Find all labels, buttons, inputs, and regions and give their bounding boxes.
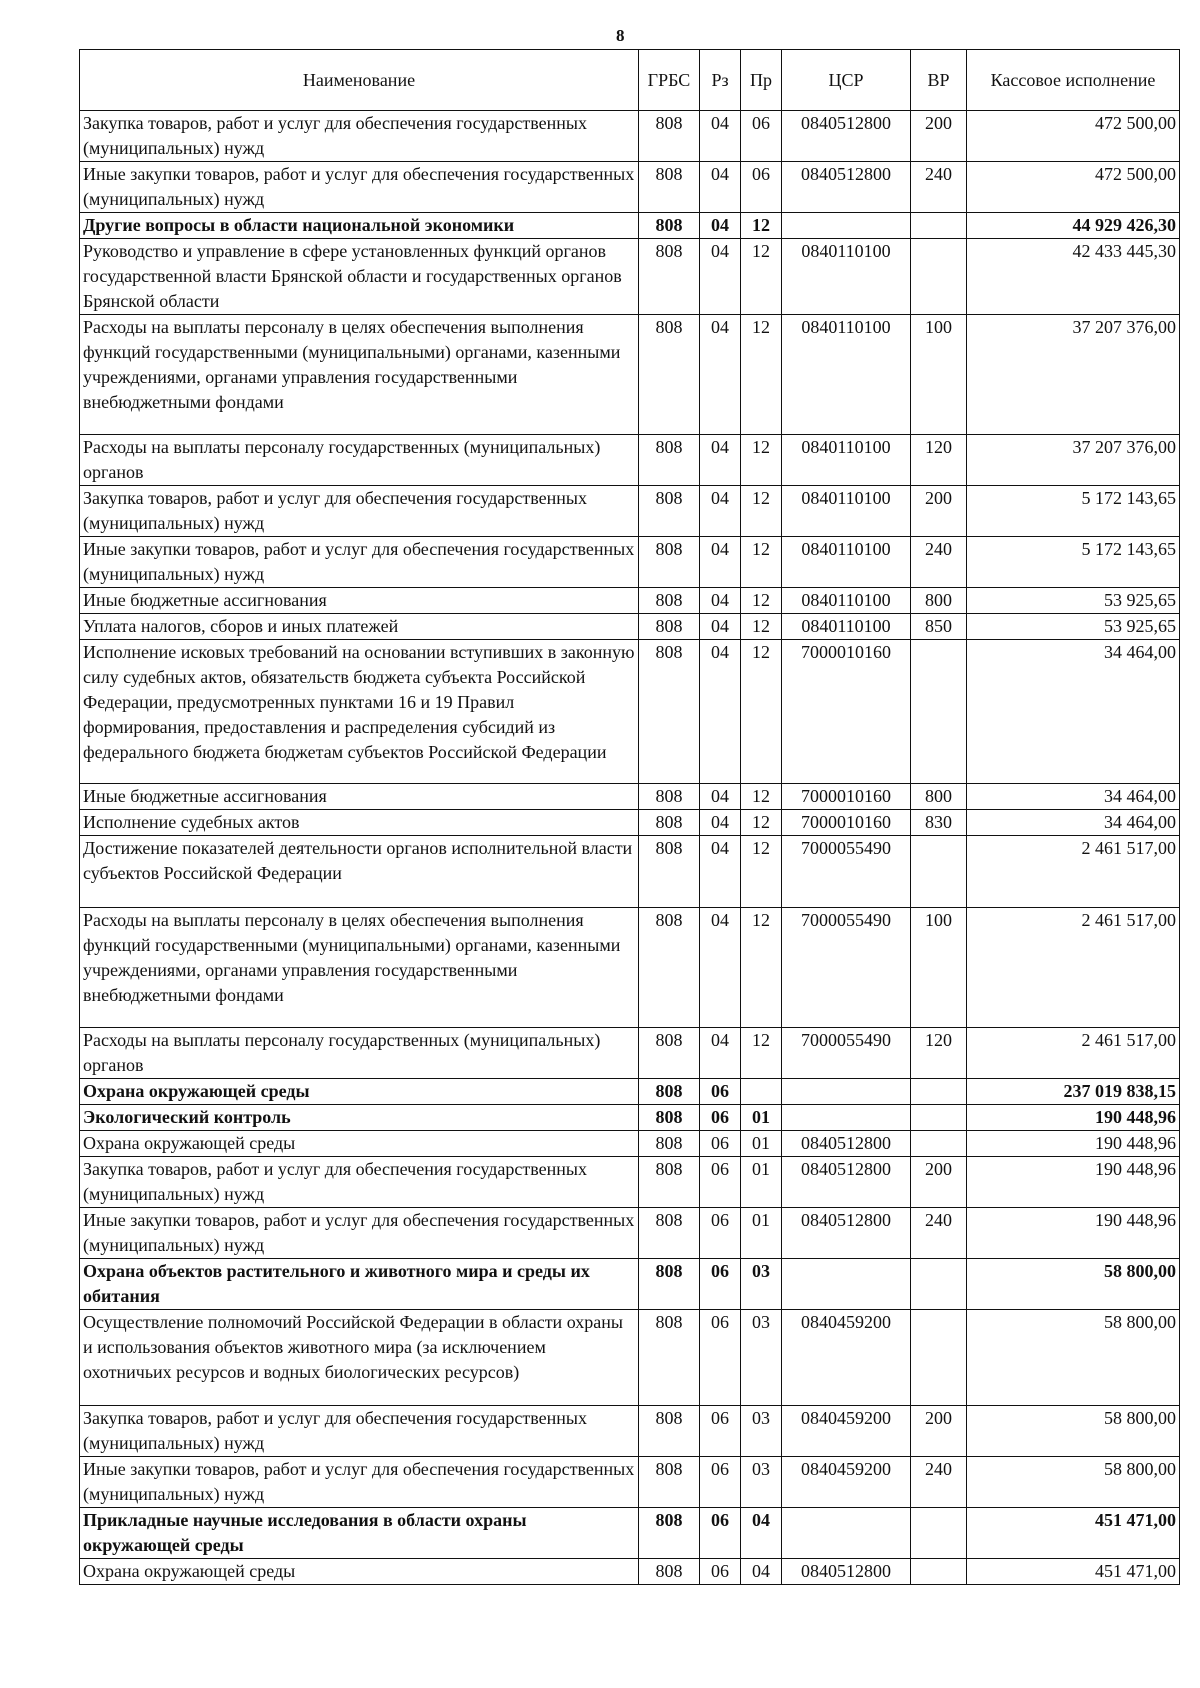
cell-pr: 03 [741,1406,782,1457]
cell-grbs: 808 [639,486,700,537]
cell-grbs: 808 [639,784,700,810]
column-header-rz: Рз [700,50,741,111]
cell-vr [911,213,967,239]
cell-grbs: 808 [639,1131,700,1157]
cell-name: Расходы на выплаты персоналу государственных (муниципальных) органов [80,435,639,486]
cell-name: Закупка товаров, работ и услуг для обеспечения государственных (муниципальных) нужд [80,111,639,162]
cell-rz: 04 [700,908,741,1028]
cell-pr: 12 [741,640,782,784]
cell-rz: 04 [700,640,741,784]
cell-sum: 190 448,96 [967,1208,1180,1259]
cell-grbs: 808 [639,111,700,162]
cell-pr: 12 [741,537,782,588]
cell-rz: 04 [700,614,741,640]
cell-grbs: 808 [639,908,700,1028]
cell-vr: 800 [911,784,967,810]
table-row [80,1028,1180,1079]
cell-pr: 01 [741,1208,782,1259]
cell-name: Достижение показателей деятельности органов исполнительной власти субъектов Российской Федерации [80,836,639,908]
cell-grbs: 808 [639,640,700,784]
cell-grbs: 808 [639,1310,700,1406]
cell-csr: 0840512800 [782,162,911,213]
table-row [80,1105,1180,1131]
cell-csr: 0840459200 [782,1310,911,1406]
cell-csr: 0840512800 [782,1208,911,1259]
cell-vr [911,239,967,315]
cell-rz: 06 [700,1457,741,1508]
table-row [80,784,1180,810]
cell-name: Расходы на выплаты персоналу в целях обеспечения выполнения функций государственными (муниципальными) органами, казенными учреждениями, органами управления государственными внебюджетными фондами [80,908,639,1028]
cell-pr: 04 [741,1508,782,1559]
cell-grbs: 808 [639,810,700,836]
cell-vr: 200 [911,486,967,537]
cell-name: Расходы на выплаты персоналу государственных (муниципальных) органов [80,1028,639,1079]
cell-name: Иные закупки товаров, работ и услуг для обеспечения государственных (муниципальных) нужд [80,537,639,588]
table-row [80,111,1180,162]
cell-name: Закупка товаров, работ и услуг для обеспечения государственных (муниципальных) нужд [80,1157,639,1208]
cell-pr: 03 [741,1457,782,1508]
cell-vr [911,1131,967,1157]
cell-sum: 53 925,65 [967,588,1180,614]
cell-grbs: 808 [639,213,700,239]
cell-vr [911,1559,967,1585]
cell-pr: 04 [741,1559,782,1585]
cell-name: Расходы на выплаты персоналу в целях обеспечения выполнения функций государственными (муниципальными) органами, казенными учреждениями, органами управления государственными внебюджетными фондами [80,315,639,435]
cell-grbs: 808 [639,1028,700,1079]
cell-sum: 2 461 517,00 [967,1028,1180,1079]
cell-rz: 04 [700,784,741,810]
cell-sum: 58 800,00 [967,1457,1180,1508]
cell-pr: 12 [741,213,782,239]
column-header-sum: Кассовое исполнение [967,50,1180,111]
cell-csr [782,1259,911,1310]
page-number: 8 [616,26,625,45]
cell-pr: 01 [741,1131,782,1157]
cell-rz: 04 [700,213,741,239]
cell-rz: 04 [700,162,741,213]
cell-csr: 7000055490 [782,908,911,1028]
cell-name: Осуществление полномочий Российской Федерации в области охраны и использования объектов животного мира (за исключением охотничьих ресурсов и водных биологических ресурсов) [80,1310,639,1406]
table-row [80,1259,1180,1310]
cell-grbs: 808 [639,614,700,640]
cell-rz: 06 [700,1559,741,1585]
cell-csr: 0840110100 [782,588,911,614]
cell-name: Охрана окружающей среды [80,1559,639,1585]
cell-rz: 04 [700,486,741,537]
cell-sum: 44 929 426,30 [967,213,1180,239]
cell-vr [911,836,967,908]
cell-sum: 451 471,00 [967,1508,1180,1559]
cell-vr: 850 [911,614,967,640]
cell-vr [911,1508,967,1559]
cell-vr [911,1105,967,1131]
cell-sum: 2 461 517,00 [967,908,1180,1028]
cell-csr: 7000055490 [782,1028,911,1079]
cell-csr [782,1105,911,1131]
cell-grbs: 808 [639,1406,700,1457]
cell-rz: 04 [700,1028,741,1079]
cell-sum: 237 019 838,15 [967,1079,1180,1105]
cell-rz: 04 [700,111,741,162]
cell-csr: 0840110100 [782,537,911,588]
budget-execution-table [79,49,1180,1585]
cell-pr: 12 [741,1028,782,1079]
table-row [80,1406,1180,1457]
table-row [80,1508,1180,1559]
table-row [80,614,1180,640]
table-row [80,162,1180,213]
table-row [80,486,1180,537]
cell-pr: 12 [741,588,782,614]
cell-vr: 240 [911,1208,967,1259]
cell-grbs: 808 [639,1105,700,1131]
cell-sum: 451 471,00 [967,1559,1180,1585]
cell-pr: 12 [741,239,782,315]
table-row [80,1559,1180,1585]
cell-rz: 06 [700,1131,741,1157]
cell-rz: 04 [700,537,741,588]
cell-sum: 42 433 445,30 [967,239,1180,315]
cell-csr [782,1508,911,1559]
table-row [80,588,1180,614]
cell-vr: 240 [911,162,967,213]
cell-pr: 12 [741,614,782,640]
cell-name: Иные бюджетные ассигнования [80,784,639,810]
table-row [80,315,1180,435]
cell-sum: 58 800,00 [967,1310,1180,1406]
cell-grbs: 808 [639,537,700,588]
cell-sum: 190 448,96 [967,1105,1180,1131]
cell-pr: 12 [741,486,782,537]
cell-name: Исполнение исковых требований на основании вступивших в законную силу судебных актов, обязательств бюджета субъекта Российской Федерации, предусмотренных пунктами 16 и 19 Правил формирования, предоставления и распределения субсидий из федерального бюджета бюджетам субъектов Российской Федерации [80,640,639,784]
table-row [80,836,1180,908]
cell-grbs: 808 [639,836,700,908]
cell-sum: 472 500,00 [967,111,1180,162]
table-row [80,1310,1180,1406]
cell-grbs: 808 [639,1157,700,1208]
table-row [80,1457,1180,1508]
cell-pr: 12 [741,784,782,810]
table-row [80,1157,1180,1208]
cell-grbs: 808 [639,1208,700,1259]
cell-sum: 190 448,96 [967,1157,1180,1208]
cell-name: Руководство и управление в сфере установленных функций органов государственной власти Брянской области и государственных органов Брянской области [80,239,639,315]
cell-pr: 06 [741,162,782,213]
cell-csr: 0840110100 [782,486,911,537]
cell-vr: 240 [911,537,967,588]
table-row [80,435,1180,486]
cell-grbs: 808 [639,315,700,435]
cell-name: Иные бюджетные ассигнования [80,588,639,614]
column-header-csr: ЦСР [782,50,911,111]
cell-vr [911,1310,967,1406]
cell-name: Закупка товаров, работ и услуг для обеспечения государственных (муниципальных) нужд [80,486,639,537]
cell-pr: 12 [741,315,782,435]
cell-rz: 04 [700,810,741,836]
table-row [80,908,1180,1028]
cell-vr [911,1259,967,1310]
cell-csr: 7000055490 [782,836,911,908]
cell-name: Исполнение судебных актов [80,810,639,836]
cell-rz: 06 [700,1157,741,1208]
cell-pr: 01 [741,1157,782,1208]
table-row [80,239,1180,315]
cell-csr: 7000010160 [782,784,911,810]
cell-pr: 03 [741,1310,782,1406]
cell-csr: 0840110100 [782,435,911,486]
table-row [80,537,1180,588]
table-row [80,810,1180,836]
cell-sum: 5 172 143,65 [967,486,1180,537]
cell-sum: 190 448,96 [967,1131,1180,1157]
cell-vr [911,640,967,784]
cell-vr: 200 [911,111,967,162]
cell-sum: 2 461 517,00 [967,836,1180,908]
table-row [80,1079,1180,1105]
cell-grbs: 808 [639,1559,700,1585]
cell-csr [782,1079,911,1105]
cell-vr: 100 [911,908,967,1028]
cell-name: Прикладные научные исследования в области охраны окружающей среды [80,1508,639,1559]
column-header-pr: Пр [741,50,782,111]
cell-name: Иные закупки товаров, работ и услуг для обеспечения государственных (муниципальных) нужд [80,1208,639,1259]
cell-grbs: 808 [639,162,700,213]
cell-sum: 34 464,00 [967,784,1180,810]
cell-grbs: 808 [639,239,700,315]
cell-rz: 06 [700,1105,741,1131]
cell-pr: 03 [741,1259,782,1310]
cell-rz: 06 [700,1406,741,1457]
cell-name: Иные закупки товаров, работ и услуг для обеспечения государственных (муниципальных) нужд [80,1457,639,1508]
column-header-grbs: ГРБС [639,50,700,111]
cell-sum: 37 207 376,00 [967,315,1180,435]
cell-rz: 04 [700,315,741,435]
cell-sum: 53 925,65 [967,614,1180,640]
cell-sum: 472 500,00 [967,162,1180,213]
cell-vr: 100 [911,315,967,435]
cell-vr: 800 [911,588,967,614]
column-header-vr: ВР [911,50,967,111]
cell-sum: 37 207 376,00 [967,435,1180,486]
cell-grbs: 808 [639,435,700,486]
cell-rz: 06 [700,1208,741,1259]
table-row [80,213,1180,239]
cell-grbs: 808 [639,588,700,614]
cell-name: Экологический контроль [80,1105,639,1131]
cell-csr: 0840110100 [782,315,911,435]
cell-grbs: 808 [639,1079,700,1105]
cell-sum: 58 800,00 [967,1259,1180,1310]
cell-csr: 0840459200 [782,1457,911,1508]
cell-rz: 06 [700,1508,741,1559]
cell-vr: 120 [911,435,967,486]
cell-rz: 06 [700,1079,741,1105]
cell-rz: 06 [700,1259,741,1310]
cell-csr: 0840512800 [782,1131,911,1157]
cell-pr: 12 [741,810,782,836]
cell-vr: 240 [911,1457,967,1508]
table-row [80,1131,1180,1157]
cell-vr: 200 [911,1157,967,1208]
cell-csr: 0840512800 [782,111,911,162]
cell-pr: 01 [741,1105,782,1131]
cell-pr: 06 [741,111,782,162]
cell-pr: 12 [741,435,782,486]
cell-csr: 7000010160 [782,640,911,784]
cell-rz: 04 [700,239,741,315]
cell-csr: 0840110100 [782,614,911,640]
cell-grbs: 808 [639,1457,700,1508]
column-header-name: Наименование [80,50,639,111]
cell-sum: 34 464,00 [967,810,1180,836]
cell-name: Закупка товаров, работ и услуг для обеспечения государственных (муниципальных) нужд [80,1406,639,1457]
cell-grbs: 808 [639,1508,700,1559]
table-row [80,640,1180,784]
cell-csr: 0840110100 [782,239,911,315]
cell-sum: 5 172 143,65 [967,537,1180,588]
cell-csr: 0840459200 [782,1406,911,1457]
cell-pr: 12 [741,836,782,908]
cell-pr [741,1079,782,1105]
cell-name: Уплата налогов, сборов и иных платежей [80,614,639,640]
cell-rz: 04 [700,435,741,486]
cell-sum: 34 464,00 [967,640,1180,784]
cell-vr: 830 [911,810,967,836]
cell-name: Охрана окружающей среды [80,1079,639,1105]
cell-name: Охрана объектов растительного и животного мира и среды их обитания [80,1259,639,1310]
table-header-row [80,50,1180,111]
cell-csr [782,213,911,239]
cell-csr: 0840512800 [782,1559,911,1585]
cell-csr: 0840512800 [782,1157,911,1208]
cell-csr: 7000010160 [782,810,911,836]
cell-rz: 04 [700,836,741,908]
cell-vr: 120 [911,1028,967,1079]
cell-rz: 04 [700,588,741,614]
cell-rz: 06 [700,1310,741,1406]
table-row [80,1208,1180,1259]
cell-name: Другие вопросы в области национальной экономики [80,213,639,239]
table-body [80,111,1180,1585]
cell-pr: 12 [741,908,782,1028]
cell-name: Иные закупки товаров, работ и услуг для обеспечения государственных (муниципальных) нужд [80,162,639,213]
cell-vr [911,1079,967,1105]
cell-name: Охрана окружающей среды [80,1131,639,1157]
cell-sum: 58 800,00 [967,1406,1180,1457]
cell-vr: 200 [911,1406,967,1457]
cell-grbs: 808 [639,1259,700,1310]
